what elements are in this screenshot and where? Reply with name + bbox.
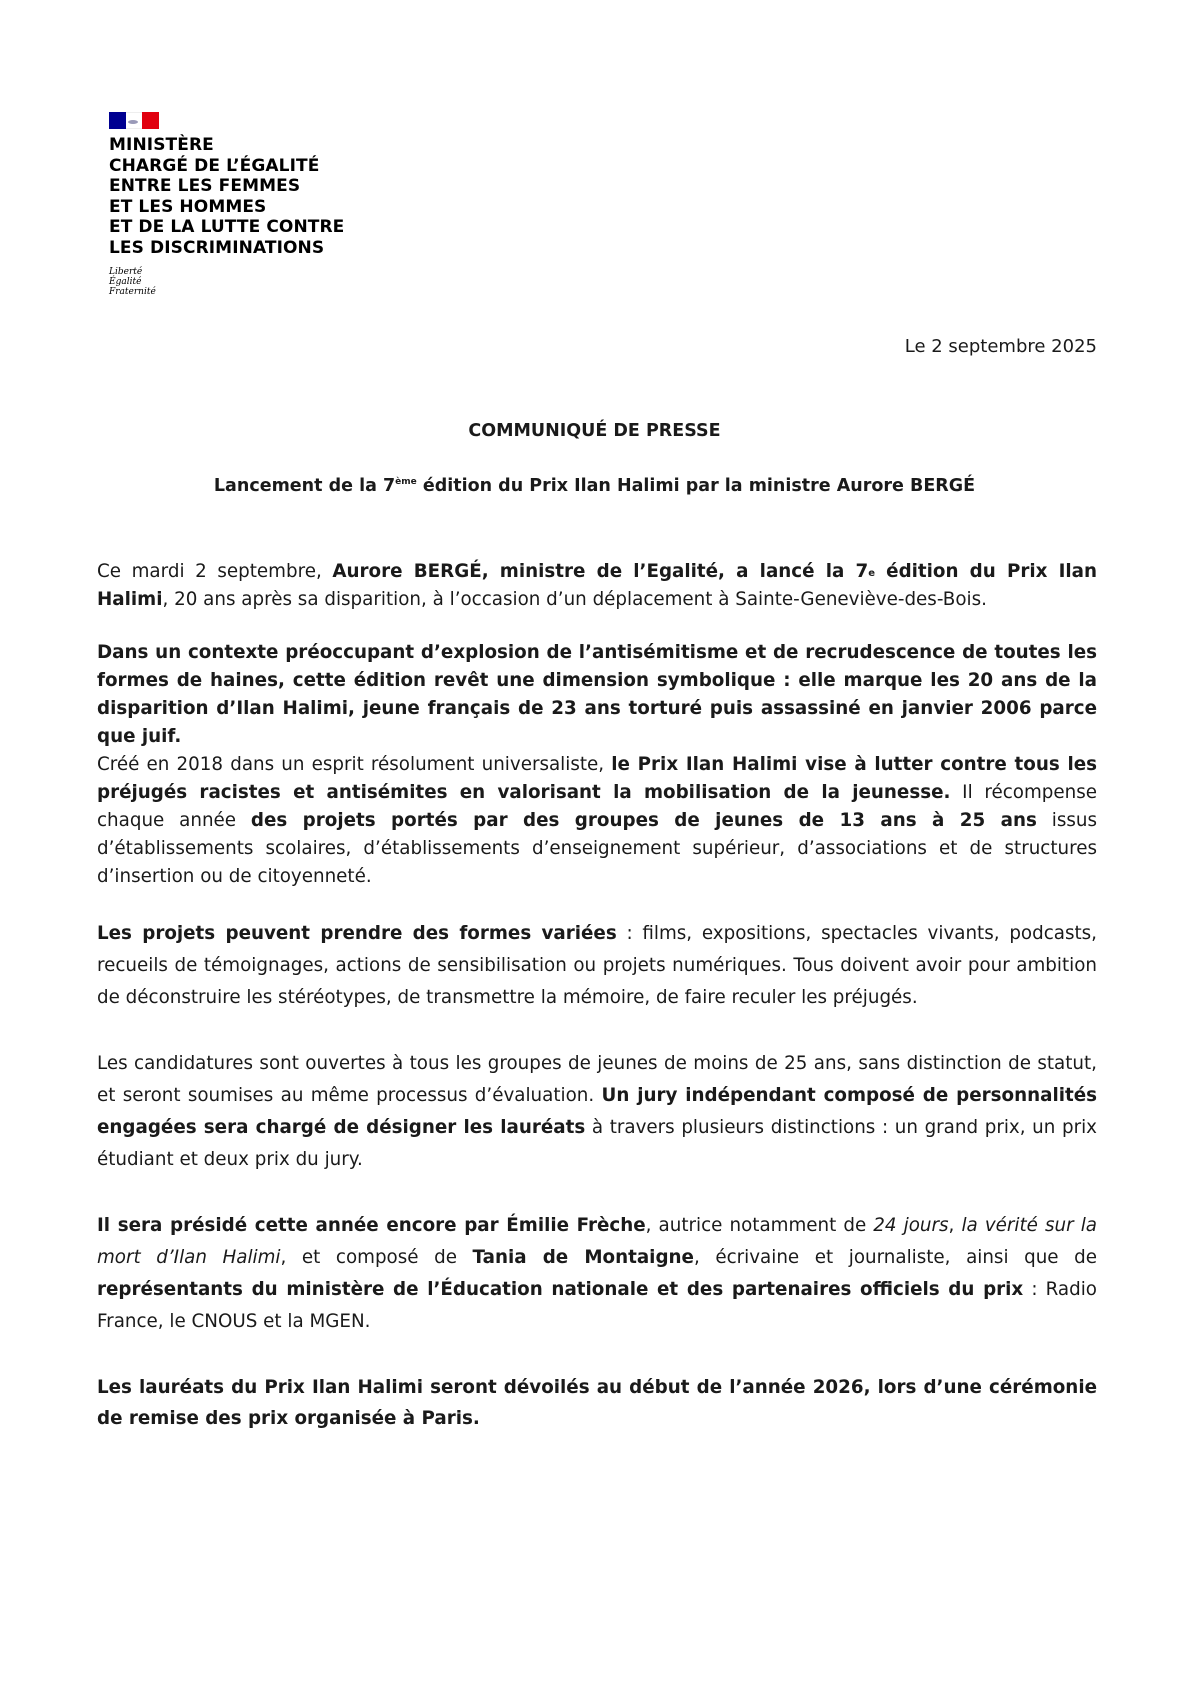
bold-run: Il sera présidé cette année encore par Émilie Frèche xyxy=(97,1215,646,1236)
text-run: Créé en 2018 dans un esprit résolument universaliste, xyxy=(97,754,612,775)
text-run: , 20 ans après sa disparition, à l’occasion d’un déplacement à Sainte-Geneviève-des-Bois. xyxy=(162,589,987,610)
bold-run: Tania de Montaigne xyxy=(472,1247,694,1268)
paragraph-applications xyxy=(97,1048,1097,1176)
ministry-logo xyxy=(109,112,369,297)
subtitle-text: Lancement de la 7 xyxy=(213,476,396,496)
subtitle-ordinal: ème xyxy=(395,477,417,487)
text-run: Les candidatures sont ouvertes à tous les groupes de jeunes de moins de 25 ans, sans distinction de statut, et seront soumises au même processus d’évaluation. xyxy=(97,1053,1097,1106)
paragraph-winners-announcement xyxy=(97,1372,1097,1434)
bold-run: représentants du ministère de l’Éducation nationale et des partenaires officiels du prix xyxy=(97,1279,1024,1300)
bold-run: le Prix Ilan Halimi vise à lutter contre tous les préjugés racistes et antisémites en valorisant la mobilisation de la jeunesse. xyxy=(97,754,1097,803)
text-run: , et composé de xyxy=(280,1247,473,1268)
italic-run: 24 jours xyxy=(873,1215,949,1236)
text-run: issus d’établissements scolaires, d’établissements d’enseignement supérieur, d’associations et de structures d’insertion ou de citoyenneté. xyxy=(97,810,1097,887)
bold-run: Les projets peuvent prendre des formes variées xyxy=(97,923,617,944)
ministry-name-line: LES DISCRIMINATIONS xyxy=(109,237,325,258)
document-title: COMMUNIQUÉ DE PRESSE xyxy=(468,421,721,441)
motto-line: Égalité xyxy=(109,277,142,287)
paragraph-jury xyxy=(97,1210,1097,1338)
bold-run: des projets portés par des groupes de jeunes de 13 ans à 25 ans xyxy=(250,810,1037,831)
ministry-name-line: MINISTÈRE xyxy=(109,135,214,155)
text-run: Ce mardi 2 septembre, xyxy=(97,561,333,582)
ordinal-sup: e xyxy=(868,568,875,579)
text-run: Il récompense chaque année xyxy=(97,782,1097,831)
text-run: , autrice notamment de xyxy=(645,1215,874,1236)
ministry-name-line: ET LES HOMMES xyxy=(109,196,267,217)
text-run: , écrivaine et journaliste, ainsi que de xyxy=(693,1247,1097,1268)
text-run: à travers plusieurs distinctions : un grand prix, un prix étudiant et deux prix du jury. xyxy=(97,1117,1097,1170)
bold-run: édition du Prix Ilan Halimi xyxy=(97,561,1098,610)
paragraph-intro xyxy=(97,558,1097,614)
subtitle-text: édition du Prix Ilan Halimi par la ministre Aurore BERGÉ xyxy=(416,476,976,496)
text-run: , xyxy=(948,1215,962,1236)
ministry-name-line: CHARGÉ DE L’ÉGALITÉ xyxy=(109,155,320,176)
ministry-name-line: ET DE LA LUTTE CONTRE xyxy=(109,217,345,237)
flag-red-band xyxy=(142,112,159,129)
bold-run: Les lauréats du Prix Ilan Halimi seront dévoilés au début de l’année 2026, lors d’une cérémonie de remise des prix organisée à Paris. xyxy=(97,1377,1097,1429)
bold-run: Un jury indépendant composé de personnalités engagées sera chargé de désigner les lauréats xyxy=(97,1085,1097,1138)
bold-run: Dans un contexte préoccupant d’explosion de l’antisémitisme et de recrudescence de toutes les formes de haines, cette édition revêt une dimension symbolique : elle marque les 20 ans de la disparition d’Ilan Halimi, jeune français de 23 ans torturé puis assassiné en janvier 2006 parce que juif. xyxy=(97,642,1097,747)
paragraph-project-forms xyxy=(97,918,1097,1014)
paragraph-prize-purpose xyxy=(97,751,1097,891)
text-run: : films, expositions, spectacles vivants, podcasts, recueils de témoignages, actions de sensibilisation ou projets numériques. Tous doivent avoir pour ambition de déconstruire les stéréotypes, de transmettre la mémoire, de faire reculer les préjugés. xyxy=(97,923,1097,1008)
paragraph-context xyxy=(97,639,1097,751)
flag-blue-band xyxy=(109,112,126,129)
document-subtitle xyxy=(0,476,1189,496)
text-run: : Radio France, le CNOUS et la MGEN. xyxy=(97,1279,1097,1332)
flag-white-band xyxy=(126,112,142,129)
ministry-name-line: ENTRE LES FEMMES xyxy=(109,176,301,196)
italic-run: la vérité sur la mort d’Ilan Halimi xyxy=(97,1215,1097,1268)
bold-run: Aurore BERGÉ, ministre de l’Egalité, a lancé la 7 xyxy=(332,561,869,582)
release-date: Le 2 septembre 2025 xyxy=(904,336,1097,357)
republic-motto xyxy=(109,267,369,297)
motto-line: Fraternité xyxy=(109,287,156,297)
motto-line: Liberté xyxy=(109,267,143,277)
ministry-name xyxy=(109,135,369,258)
french-flag-icon xyxy=(109,112,159,129)
